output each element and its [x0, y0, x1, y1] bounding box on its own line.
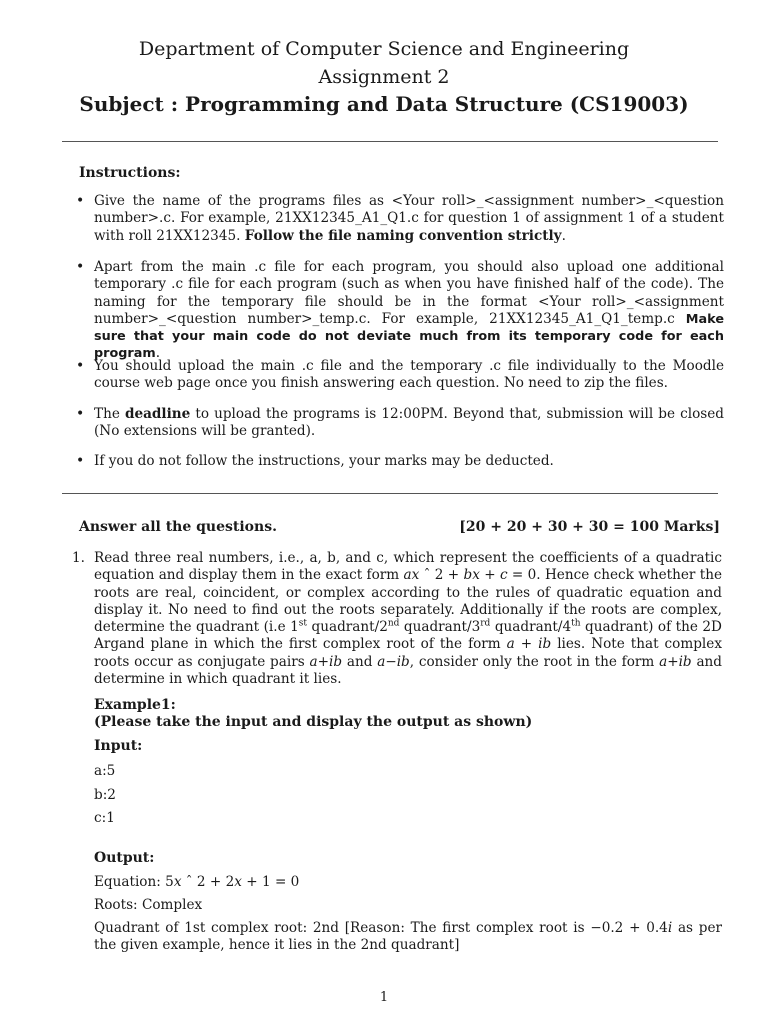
instruction-item-temp-file: Apart from the main .c file for each program, you should also upload one additional temporary .c file for each program (such as when you have finished half of the code). The naming for the temporary file should be in the format <Your roll>_<assignment number>_<question number>_temp.c. For example, 21XX12345_A1_Q1_temp.c Make sure that your main code do not deviate much from its temporary code for each program. — [94, 259, 724, 362]
bullet-icon: • — [76, 453, 85, 469]
question-text: Read three real numbers, i.e., a, b, and c, which represent the coefficients of a quadratic equation and display them in the exact form — [94, 550, 722, 584]
deadline-emphasis: deadline — [124, 406, 191, 422]
instruction-text: The — [94, 406, 120, 422]
root-form: a — [309, 653, 318, 670]
instruction-emphasis: Make sure that your main code do not deviate much from its temporary code for each program — [94, 311, 724, 362]
input-c: c:1 — [94, 810, 115, 826]
question-text: quadrant) of the 2D Argand plane in which the first complex root of the form — [94, 619, 722, 653]
bullet-icon: • — [76, 259, 85, 275]
input-b: b:2 — [94, 787, 116, 803]
assignment-title: Assignment 2 — [318, 66, 450, 88]
question-text: , consider only the root in the form — [409, 653, 655, 670]
question-text: lies. Note that complex roots occur as conjugate pairs — [94, 636, 722, 670]
instruction-item-deduction — [94, 453, 724, 470]
marks-distribution: [20 + 20 + 30 + 30 = 100 Marks] — [459, 519, 720, 535]
department-title: Department of Computer Science and Engineering — [138, 38, 630, 60]
instruction-text: to upload the programs is 12:00PM. Beyond that, submission will be closed (No extensions will be granted). — [94, 406, 724, 440]
question-text: Hence check whether the roots are real, coincident, or complex according to the rules of quadratic equation and display it. No need to find out the roots separately. Additionally if the roots are complex, determine the quadrant (i.e 1 — [94, 567, 723, 636]
subject-title: Subject : Programming and Data Structure (CS19003) — [79, 92, 689, 116]
header-divider — [62, 141, 718, 142]
question-1-text: Read three real numbers, i.e., a, b, and c, which represent the coefficients of a quadratic equation and display them in the exact form ax ˆ 2 + bx + c = 0. Hence check whether the roots are real, coincident, or complex according to the rules of quadratic equation and display it. No need to find out the roots separately. Additionally if the roots are complex, determine the quadrant (i.e 1st quadrant/2nd quadrant/3rd quadrant/4th quadrant) of the 2D Argand plane in which the first complex root of the form a + ib lies. Note that complex roots occur as conjugate pairs a+ib and a−ib, consider only the root in the form a+ib and determine in which quadrant it lies. — [94, 550, 723, 688]
question-text: quadrant/2 — [311, 619, 388, 636]
quadrant-text: Quadrant of 1st complex root: 2nd [Reason: The first complex root is — [94, 920, 585, 936]
equation-form: ax — [403, 567, 420, 584]
quadrant-text: as per the given example, hence it lies in the 2nd quadrant] — [94, 920, 723, 954]
output-label: Output: — [94, 850, 155, 866]
input-label: Input: — [94, 738, 143, 754]
example-title: Example1: — [94, 697, 176, 713]
question-text: quadrant/4 — [494, 619, 572, 636]
question-text: quadrant/3 — [403, 619, 481, 636]
instruction-item-deadline — [94, 406, 724, 441]
question-text: and — [346, 653, 373, 670]
instruction-text: Give the name of the programs files as <Your roll>_<assignment number>_<question number>.c. For example, 21XX12345_A1_Q1.c for question 1 of assignment 1 of a student with roll 21XX12345. — [94, 193, 724, 244]
question-text: and determine in which quadrant it lies. — [94, 653, 722, 688]
bullet-icon: • — [76, 358, 85, 374]
output-roots: Roots: Complex — [94, 897, 203, 913]
root-form: a — [377, 653, 386, 670]
section-divider — [62, 493, 718, 494]
bullet-icon: • — [76, 193, 85, 209]
root-form: a — [506, 636, 515, 653]
instruction-item-naming: Give the name of the programs files as <Your roll>_<assignment number>_<question number>.c. For example, 21XX12345_A1_Q1.c for question 1 of assignment 1 of a student with roll 21XX12345. Follow the file naming convention strictly. — [94, 193, 724, 244]
answer-all-heading: Answer all the questions. — [79, 519, 277, 535]
instruction-emphasis: Follow the file naming convention strictly — [244, 227, 562, 244]
output-quadrant: Quadrant of 1st complex root: 2nd [Reason: The first complex root is −0.2 + 0.4i as per the given example, hence it lies in the 2nd quadrant] — [94, 920, 723, 954]
instruction-text: Apart from the main .c file for each program, you should also upload one additional temporary .c file for each program (such as when you have finished half of the code). The naming for the temporary file should be in the format <Your roll>_<assignment number>_<question number>_temp.c. For example, 21XX12345_A1_Q1_temp.c — [94, 259, 724, 327]
instruction-item-upload — [94, 358, 724, 393]
input-a: a:5 — [94, 763, 116, 779]
instruction-text: You should upload the main .c file and the temporary .c file individually to the Moodle course web page once you finish answering each question. No need to zip the files. — [94, 358, 724, 392]
output-equation: Equation: 5x ˆ 2 + 2x + 1 = 0 — [94, 874, 300, 890]
root-form: a — [659, 653, 668, 670]
page-number: 1 — [379, 990, 389, 1005]
instructions-heading: Instructions: — [79, 165, 181, 181]
equation-prefix: Equation: — [94, 874, 161, 890]
bullet-icon: • — [76, 406, 85, 422]
example-note: (Please take the input and display the output as shown) — [94, 714, 533, 730]
instruction-text: If you do not follow the instructions, your marks may be deducted. — [94, 453, 554, 469]
question-number: 1. — [72, 550, 85, 566]
